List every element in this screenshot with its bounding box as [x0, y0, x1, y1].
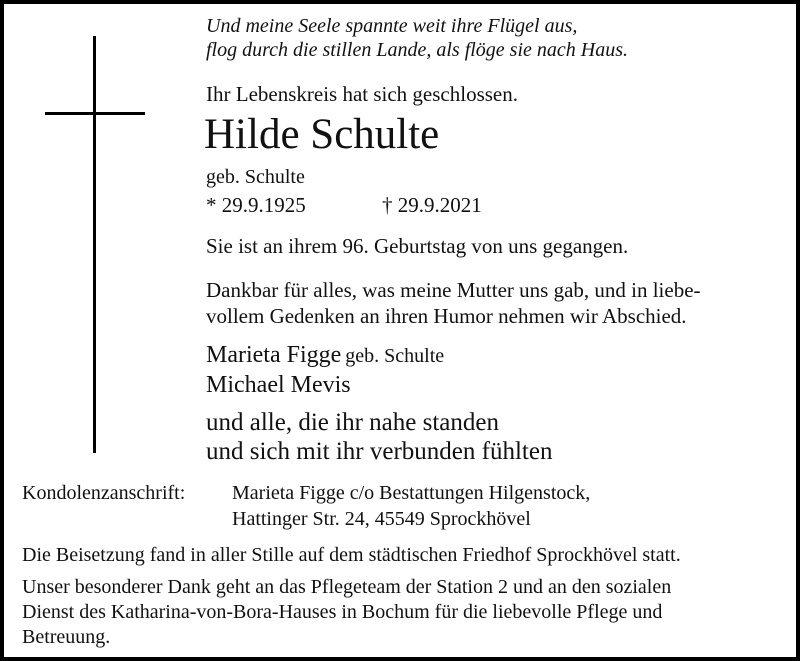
mourner-1: [206, 342, 444, 369]
quote-line-1: Und meine Seele spannte weit ihre Flügel aus,: [206, 15, 578, 37]
mourner-name: Marieta Figge: [206, 342, 342, 368]
burial-note: Die Beisetzung fand in aller Stille auf dem städtischen Friedhof Sprockhövel statt.: [22, 544, 681, 566]
cross-horizontal-bar: [45, 112, 145, 115]
thanks-line-2: Dienst des Katharina-von-Bora-Hauses in Bochum für die liebevolle Pflege und: [22, 601, 663, 623]
mourner-suffix: geb. Schulte: [345, 345, 445, 367]
condolence-label: Kondolenzanschrift:: [22, 482, 186, 504]
passing-note: Sie ist an ihrem 96. Geburtstag von uns gegangen.: [206, 234, 629, 258]
condolence-line-2: Hattinger Str. 24, 45549 Sprockhövel: [232, 508, 531, 530]
others-line-2: und sich mit ihr verbunden fühlten: [206, 438, 553, 465]
thanks-line-1: Unser besonderer Dank geht an das Pflegeteam der Station 2 und an den sozialen: [22, 576, 672, 598]
gratitude-line-1: Dankbar für alles, was meine Mutter uns gab, und in liebe-: [206, 278, 701, 302]
thanks-line-3: Betreuung.: [22, 626, 111, 648]
death-date: † 29.9.2021: [382, 193, 482, 217]
quote-line-2: flog durch die stillen Lande, als flöge sie nach Haus.: [206, 39, 629, 61]
birth-date: * 29.9.1925: [206, 193, 306, 217]
mourner-2: Michael Mevis: [206, 372, 351, 398]
condolence-line-1: Marieta Figge c/o Bestattungen Hilgenstock,: [232, 482, 591, 504]
intro-text: Ihr Lebenskreis hat sich geschlossen.: [206, 82, 518, 106]
gratitude-line-2: vollem Gedenken an ihren Humor nehmen wir Abschied.: [206, 304, 687, 328]
deceased-name: Hilde Schulte: [204, 111, 440, 158]
others-line-1: und alle, die ihr nahe standen: [206, 409, 499, 436]
cross-vertical-bar: [93, 36, 96, 453]
maiden-name: geb. Schulte: [206, 166, 305, 188]
